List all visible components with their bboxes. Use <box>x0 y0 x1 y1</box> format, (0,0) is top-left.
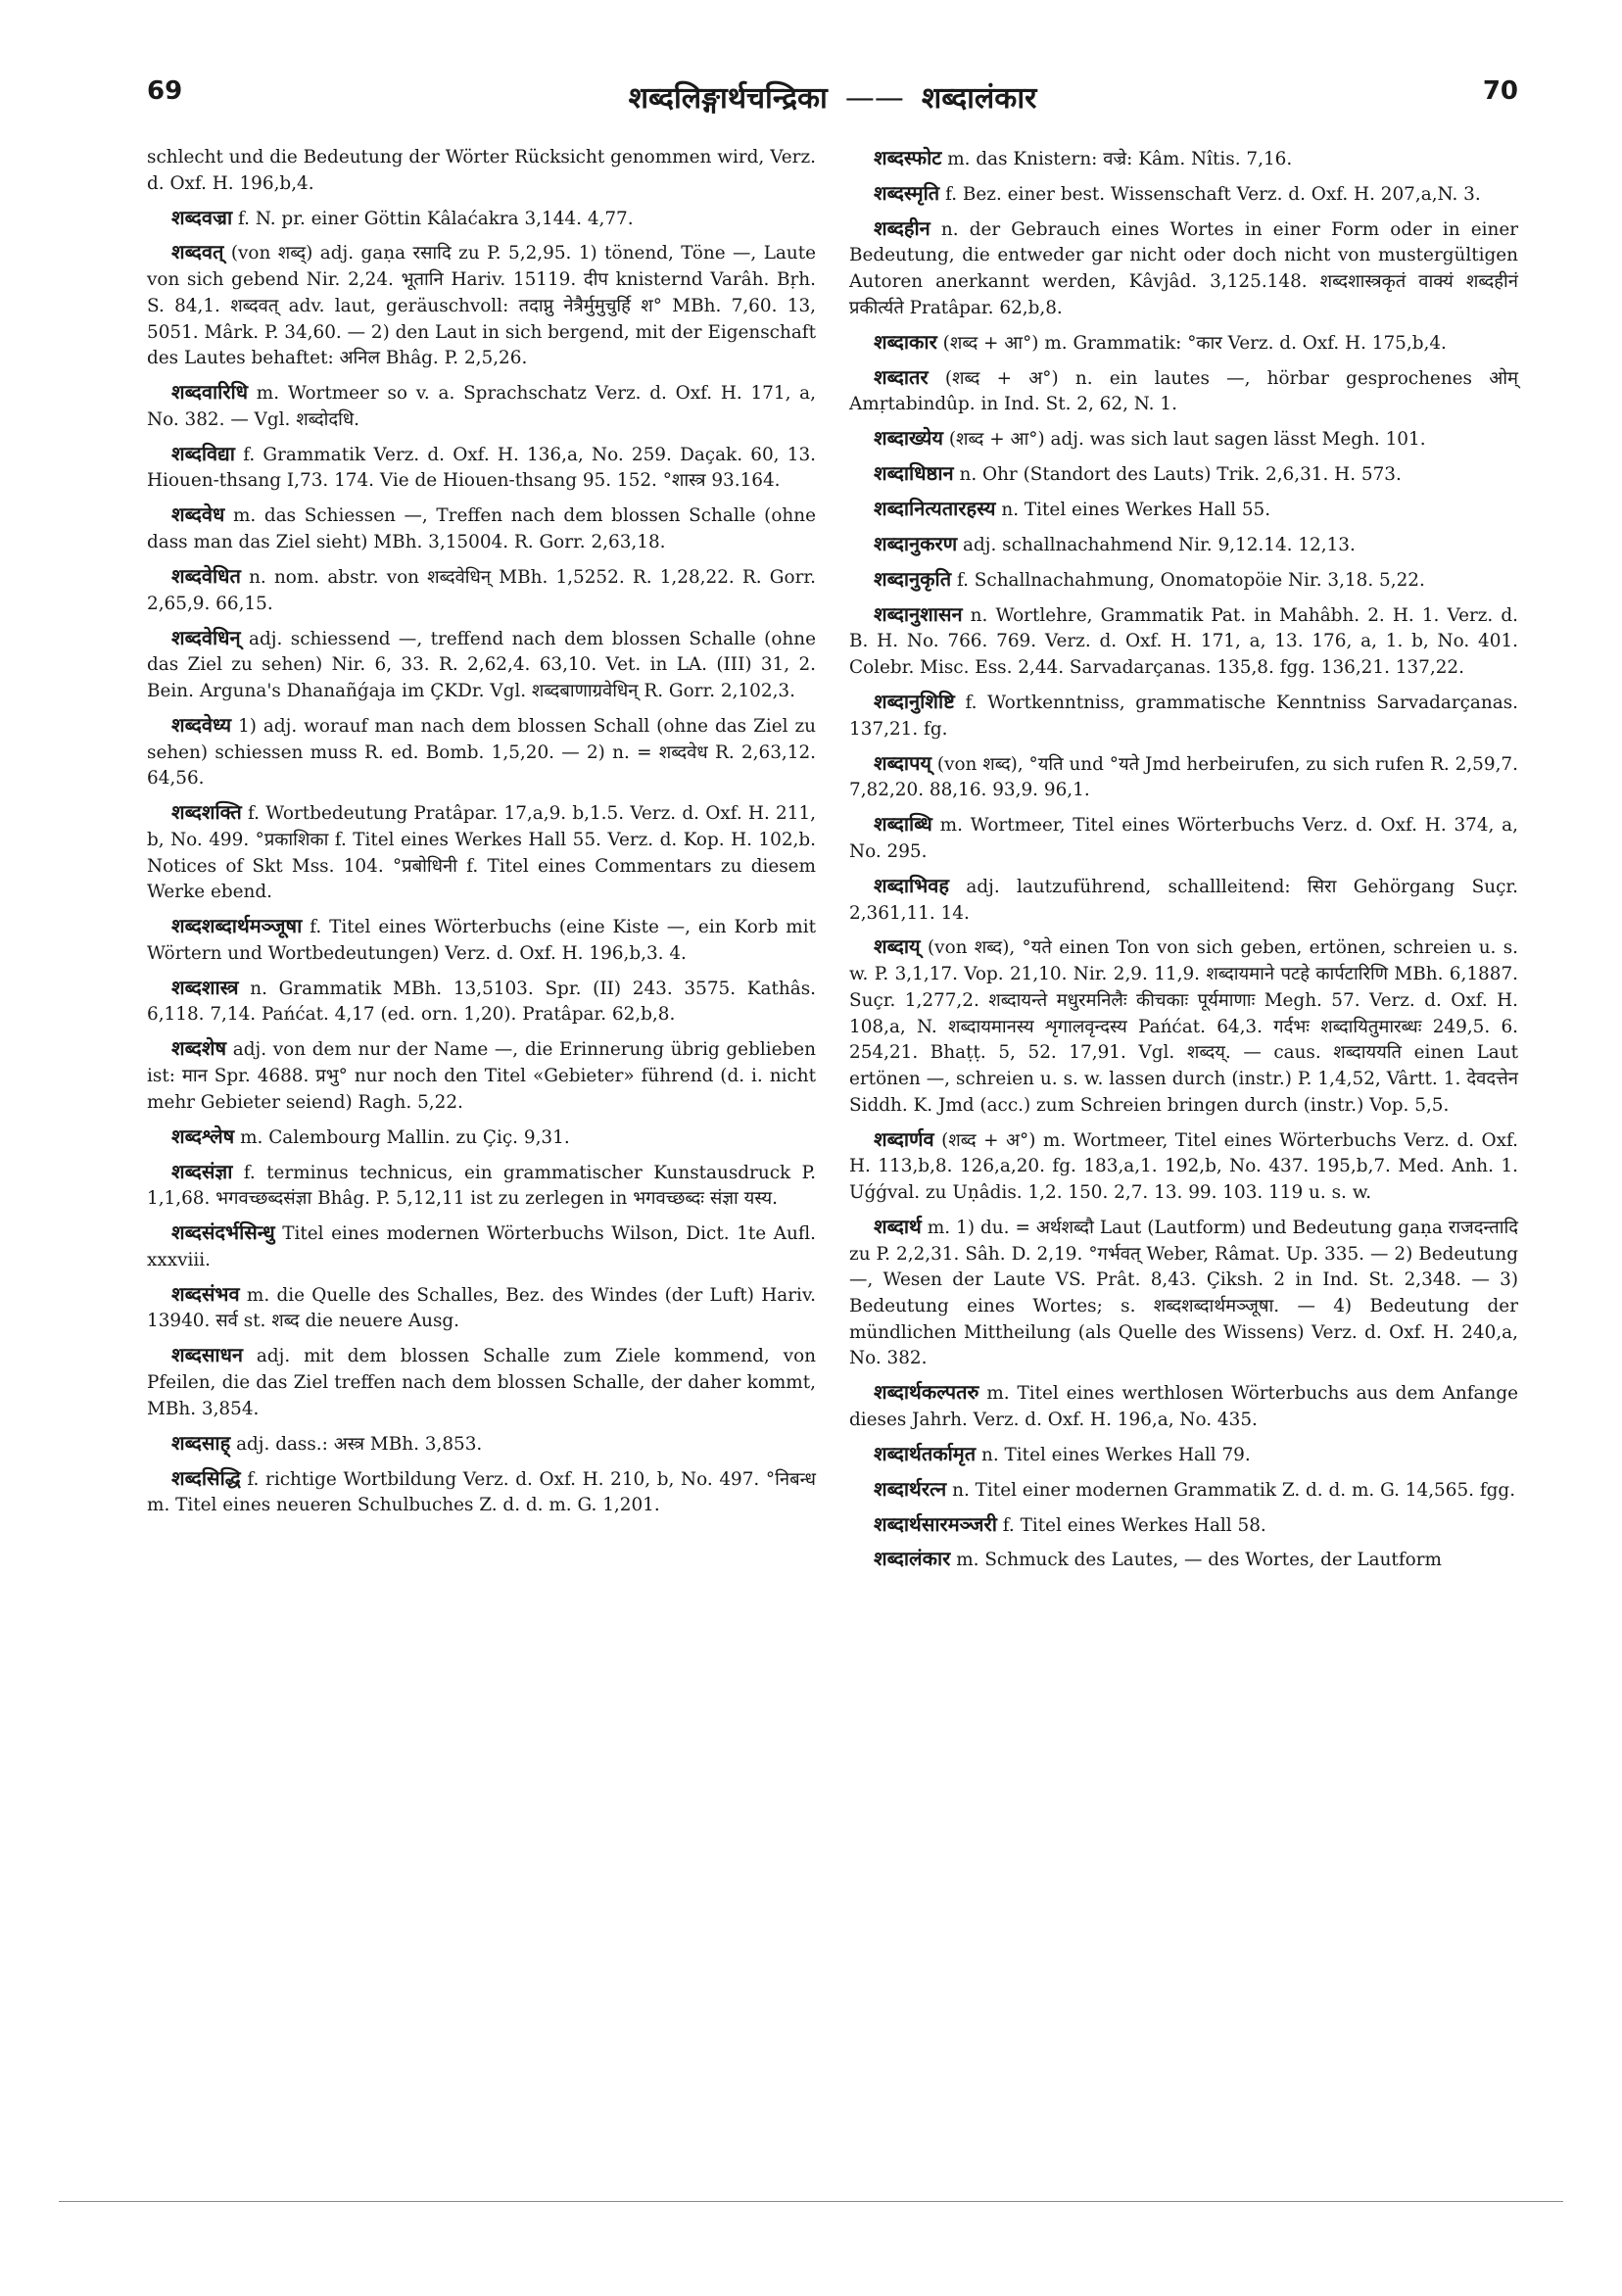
headword: शब्दार्थ <box>874 1214 922 1238</box>
entry-text: adj. dass.: अस्त्र MBh. 3,853. <box>236 1433 483 1455</box>
dictionary-entry <box>147 975 816 1028</box>
headword: शब्दाधिष्ठान <box>874 461 954 486</box>
entry-text: m. die Quelle des Schalles, Bez. des Windes (der Luft) Hariv. 13940. सर्व st. शब्द die neuere Ausg. <box>147 1284 816 1332</box>
dictionary-entry <box>849 145 1518 173</box>
entry-text: adj. mit dem blossen Schalle zum Ziele kommend, von Pfeilen, die das Ziel treffen nach dem blossen Schalle, der daher kommt, MBh. 3,854. <box>147 1346 816 1419</box>
dictionary-entry <box>147 205 816 233</box>
headword: शब्दशब्दार्थमञ्जूषा <box>171 914 303 938</box>
dictionary-entry <box>147 1035 816 1116</box>
headword: शब्दशेष <box>171 1036 227 1061</box>
entry-text: (von शब्द), °यते einen Ton von sich geben, ertönen, schreien u. s. w. P. 3,1,17. Vop. 21,10. Nir. 2,9. 11,9. शब्दायमाने पटहे कार्पटारिणि MBh. 6,1887. Suçr. 1,277,2. शब्दायन्ते मधुरमनिलैः कीचकाः पूर्यमाणाः Megh. 57. Verz. d. Oxf. H. 108,a, N. शब्दायमानस्य शृगालवृन्दस्य Pańćat. 64,3. गर्दभः शब्दायितुमारब्धः 249,5. 6. 254,21. Bhaṭṭ. 5, 52. 17,91. Vgl. शब्दय्. — caus. शब्दाययति einen Laut ertönen —, schreien u. s. w. lassen durch (instr.) P. 1,4,52, Vârtt. 1. देवदत्तेन Siddh. K. Jmd (acc.) zum Schreien bringen durch (instr.) Vop. 5,5. <box>849 937 1518 1116</box>
entry-text: f. richtige Wortbildung Verz. d. Oxf. H. 210, b, No. 497. °निबन्ध m. Titel eines neueren Schulbuches Z. d. d. m. G. 1,201. <box>147 1468 816 1516</box>
dictionary-entry <box>849 566 1518 595</box>
headword: शब्दाख्येय <box>874 426 943 451</box>
dictionary-entry <box>849 460 1518 489</box>
headword: शब्दसाधन <box>171 1343 243 1367</box>
headword: शब्दसंज्ञा <box>171 1159 233 1183</box>
entry-text: n. nom. abstr. von शब्दवेधिन् MBh. 1,5252. R. 1,28,22. R. Gorr. 2,65,9. 66,15. <box>147 566 816 614</box>
entry-text: adj. von dem nur der Name —, die Erinnerung übrig geblieben ist: मान Spr. 4688. प्रभु° nur noch den Titel «Gebieter» führend (d. i. nicht mehr Gebieter seiend) Ragh. 5,22. <box>147 1039 816 1113</box>
headword: शब्दवेध <box>171 502 225 527</box>
entry-text: f. Wortbedeutung Pratâpar. 17,a,9. b,1.5. Verz. d. Oxf. H. 211, b, No. 499. °प्रकाशिका f. Titel eines Werkes Hall 55. Verz. d. Kop. H. 102,b. Notices of Skt Mss. 104. °प्रबोधिनी f. Titel eines Commentars zu diesem Werke ebend. <box>147 803 816 903</box>
headword: शब्दसाह् <box>171 1430 231 1455</box>
entry-text: n. Wortlehre, Grammatik Pat. in Mahâbh. 2. H. 1. Verz. d. B. H. No. 766. 769. Verz. d. Oxf. H. 171, a, 13. 176, a, 1. b, No. 401. Colebr. Misc. Ess. 2,44. Sarvadarçanas. 135,8. fgg. 136,21. 137,22. <box>849 604 1518 679</box>
entry-text: adj. schallnachahmend Nir. 9,12.14. 12,13. <box>963 534 1356 555</box>
entry-text: adj. lautzuführend, schallleitend: सिरा Gehörgang Suçr. 2,361,11. 14. <box>849 876 1518 924</box>
headword: शब्दस्मृति <box>874 180 940 205</box>
headword: शब्दार्थकल्पतरु <box>874 1380 979 1405</box>
entry-text: (शब्द + अ°) m. Wortmeer, Titel eines Wörterbuchs Verz. d. Oxf. H. 113,b,8. 126,a,20. fg. 183,a,1. 192,b, No. 437. 195,b,7. Med. Anh. 1. Uǵǵval. zu Uṇâdis. 1,2. 150. 2,7. 13. 99. 103. 119 u. s. w. <box>849 1129 1518 1203</box>
headword: शब्दाय् <box>874 934 921 959</box>
headword: शब्दानित्यतारहस्य <box>874 497 996 521</box>
dictionary-entry <box>849 1441 1518 1469</box>
dictionary-entry <box>849 364 1518 418</box>
headword: शब्दशक्ति <box>171 800 242 825</box>
entry-text: n. Ohr (Standort des Lauts) Trik. 2,6,31. H. 573. <box>959 464 1402 486</box>
entry-text: n. Titel eines Werkes Hall 79. <box>981 1444 1251 1465</box>
headword: शब्दानुकरण <box>874 531 958 555</box>
dictionary-entry <box>849 1511 1518 1540</box>
running-title <box>147 76 1518 117</box>
headword: शब्दानुशासन <box>874 601 963 626</box>
entry-text: f. Titel eines Werkes Hall 58. <box>1002 1514 1266 1536</box>
dictionary-entry <box>147 799 816 906</box>
dictionary-entry <box>147 625 816 705</box>
dictionary-entry <box>147 1159 816 1213</box>
entry-text: n. Grammatik MBh. 13,5103. Spr. (II) 243. 3575. Kathâs. 6,118. 7,14. Pańćat. 4,17 (ed. orn. 1,20). Pratâpar. 62,b,8. <box>147 978 816 1026</box>
entry-text: f. Schallnachahmung, Onomatopöie Nir. 3,18. 5,22. <box>956 569 1425 591</box>
right-column <box>849 145 1518 1581</box>
headword: शब्दालंकार <box>874 1547 951 1571</box>
page-number-left: 69 <box>147 76 183 106</box>
headword: शब्दातर <box>874 364 929 389</box>
dictionary-entry <box>147 1342 816 1422</box>
headword: शब्दाभिवह <box>874 873 950 897</box>
dictionary-entry <box>849 1546 1518 1574</box>
dictionary-entry <box>147 913 816 967</box>
left-column <box>147 145 816 1526</box>
footer-rule <box>59 2201 1563 2202</box>
dictionary-entry <box>147 1430 816 1459</box>
headword: शब्दार्थरत्न <box>874 1476 947 1501</box>
entry-text: m. Wortmeer so v. a. Sprachschatz Verz. d. Oxf. H. 171, a, No. 382. — Vgl. शब्दोदधि. <box>147 383 816 430</box>
entry-text: Titel eines modernen Wörterbuchs Wilson, Dict. 1te Aufl. xxxviii. <box>147 1223 816 1270</box>
headword: शब्दानुकृति <box>874 566 952 591</box>
entry-text: f. Titel eines Wörterbuchs (eine Kiste —, ein Korb mit Wörtern und Wortbedeutungen) Verz. d. Oxf. H. 196,b,3. 4. <box>147 917 816 964</box>
entry-text: adj. schiessend —, treffend nach dem blossen Schalle (ohne das Ziel zu sehen) Nir. 6, 33. R. 2,62,4. 63,10. Vet. in LA. (III) 31, 2. Bein. Arguna's Dhanañǵaja im ÇKDr. Vgl. शब्दबाणाग्रवेधिन् R. Gorr. 2,102,3. <box>147 628 816 701</box>
entry-text: m. Wortmeer, Titel eines Wörterbuchs Verz. d. Oxf. H. 374, a, No. 295. <box>849 815 1518 862</box>
dictionary-entry <box>849 689 1518 742</box>
dictionary-entry <box>849 180 1518 209</box>
dictionary-entry <box>147 1220 816 1273</box>
headword: शब्दहीन <box>874 215 930 240</box>
dictionary-entry <box>849 1126 1518 1207</box>
headword: शब्दशास्त्र <box>171 975 239 999</box>
dictionary-entry <box>849 1379 1518 1433</box>
headword: शब्दवज्रा <box>171 205 233 229</box>
headword: शब्दानुशिष्टि <box>874 690 955 714</box>
headword: शब्दवेध्य <box>171 712 232 737</box>
dictionary-entry <box>849 329 1518 358</box>
entry-text: m. das Schiessen —, Treffen nach dem blossen Schalle (ohne dass man das Ziel sieht) MBh. 3,15004. R. Gorr. 2,63,18. <box>147 505 816 553</box>
headword: शब्दश्लेष <box>171 1124 235 1148</box>
entry-text: f. Bez. einer best. Wissenschaft Verz. d. Oxf. H. 207,a,N. 3. <box>945 183 1481 205</box>
entry-text: m. das Knistern: वज्रे: Kâm. Nîtis. 7,16. <box>947 149 1293 169</box>
dictionary-entry <box>849 531 1518 559</box>
headword: शब्दार्थसारमञ्जरी <box>874 1511 997 1536</box>
title-dash: —— <box>844 81 904 116</box>
dictionary-entry <box>849 811 1518 865</box>
entry-text: f. Grammatik Verz. d. Oxf. H. 136,a, No. 259. Daçak. 60, 13. Hiouen-thsang I,73. 174. Vie de Hiouen-thsang 95. 152. °शास्त्र 93.164. <box>147 444 816 492</box>
page-header <box>147 76 1518 116</box>
dictionary-entry <box>147 145 816 197</box>
dictionary-entry <box>849 601 1518 682</box>
dictionary-entry <box>849 1476 1518 1505</box>
entry-text: m. Calembourg Mallin. zu Çiç. 9,31. <box>240 1126 570 1148</box>
dictionary-entry <box>147 239 816 372</box>
headword: शब्दार्णव <box>874 1126 934 1151</box>
dictionary-entry <box>849 496 1518 524</box>
running-title-last-word: शब्दालंकार <box>921 81 1037 116</box>
dictionary-entry <box>147 441 816 495</box>
entry-text: (von शब्द), °यति und °यते Jmd herbeirufen, zu sich rufen R. 2,59,7. 7,82,20. 88,16. 93,9. 96,1. <box>849 753 1518 801</box>
entry-text: (शब्द + अ°) n. ein lautes —, hörbar gesprochenes ओम् Amṛtabindûp. in Ind. St. 2, 62, N. 1. <box>849 367 1519 415</box>
headword: शब्दापय् <box>874 750 932 775</box>
entry-text: m. Titel eines werthlosen Wörterbuchs aus dem Anfange dieses Jahrh. Verz. d. Oxf. H. 196,a, No. 435. <box>849 1383 1518 1430</box>
headword: शब्दसंभव <box>171 1281 240 1306</box>
entry-text: (शब्द + आ°) m. Grammatik: °कार Verz. d. Oxf. H. 175,b,4. <box>942 332 1447 354</box>
entry-text: m. Schmuck des Lautes, — des Wortes, der Lautform <box>956 1550 1442 1571</box>
headword: शब्दवेधित <box>171 563 241 588</box>
headword: शब्दसंदर्भसिन्धु <box>171 1220 275 1245</box>
entry-text: (von शब्द्) adj. gaṇa रसादि zu P. 5,2,95. 1) tönend, Töne —, Laute von sich gebend Nir. 2,24. भूतानि Hariv. 15119. दीप knisternd Varâh. Bṛh. S. 84,1. शब्दवत् adv. laut, geräuschvoll: तदाप्नु नेत्रैर्मुमुचुर्हि श° MBh. 7,60. 13, 5051. Mârk. P. 34,60. — 2) den Laut in sich bergend, mit der Eigenschaft des Lautes behaftet: अनिल Bhâg. P. 2,5,26. <box>147 243 816 369</box>
page-number-right: 70 <box>1482 76 1518 106</box>
entry-text: f. terminus technicus, ein grammatischer Kunstausdruck P. 1,1,68. भगवच्छब्दसंज्ञा Bhâg. P. 5,12,11 ist zu zerlegen in भगवच्छब्दः संज्ञा यस्य. <box>147 1162 816 1210</box>
dictionary-entry <box>147 712 816 792</box>
entry-text: schlecht und die Bedeutung der Wörter Rücksicht genommen wird, Verz. d. Oxf. H. 196,b,4. <box>147 147 816 194</box>
dictionary-entry <box>147 379 816 433</box>
dictionary-entry <box>147 1281 816 1335</box>
headword: शब्दवत् <box>171 240 224 264</box>
entry-text: m. 1) du. = अर्थशब्दौ Laut (Lautform) und Bedeutung gaṇa राजदन्तादि zu P. 2,2,31. Sâh. D. 2,19. °गर्भवत् Weber, Râmat. Up. 335. — 2) Bedeutung —, Wesen der Laute VS. Prât. 8,43. Çiksh. 2 in Ind. St. 2,348. — 3) Bedeutung eines Wortes; s. शब्दशब्दार्थमञ्जूषा. — 4) Bedeutung der mündlichen Mittheilung (als Quelle des Wissens) Verz. d. Oxf. H. 240,a, No. 382. <box>849 1217 1518 1369</box>
entry-text: f. Wortkenntniss, grammatische Kenntniss Sarvadarçanas. 137,21. fg. <box>849 693 1518 740</box>
dictionary-entry <box>147 1465 816 1519</box>
headword: शब्दार्थतर्कामृत <box>874 1441 977 1465</box>
entry-text: f. N. pr. einer Göttin Kâlaćakra 3,144. 4,77. <box>237 208 634 229</box>
dictionary-entry <box>147 1124 816 1152</box>
dictionary-entry <box>849 933 1518 1119</box>
running-title-first-word: शब्दलिङ्गार्थचन्द्रिका <box>628 81 828 116</box>
headword: शब्दवेधिन् <box>171 625 241 649</box>
dictionary-entry <box>849 1214 1518 1372</box>
dictionary-entry <box>849 215 1518 322</box>
entry-text: n. Titel eines Werkes Hall 55. <box>1001 500 1271 521</box>
headword: शब्दस्फोट <box>874 146 942 169</box>
headword: शब्दाब्धि <box>874 812 932 837</box>
headword: शब्दसिद्धि <box>171 1465 241 1490</box>
entry-text: n. Titel einer modernen Grammatik Z. d. d. m. G. 14,565. fgg. <box>952 1479 1516 1501</box>
entry-text: n. der Gebrauch eines Wortes in einer Form oder in einer Bedeutung, die entweder gar nicht oder doch nicht von mustergültigen Autoren anerkannt werden, Kâvjâd. 3,125.148. शब्दशास्त्रकृतं वाक्यं शब्दहीनं प्रकीर्त्यते Pratâpar. 62,b,8. <box>849 218 1518 318</box>
entry-text: 1) adj. worauf man nach dem blossen Schall (ohne das Ziel zu sehen) schiessen muss R. ed. Bomb. 1,5,20. — 2) n. = शब्दवेध R. 2,63,12. 64,56. <box>147 715 816 789</box>
dictionary-entry <box>849 425 1518 454</box>
headword: शब्दाकार <box>874 329 937 354</box>
dictionary-entry <box>849 873 1518 927</box>
headword: शब्दवारिधि <box>171 380 249 405</box>
headword: शब्दविद्या <box>171 441 235 465</box>
dictionary-entry <box>849 750 1518 804</box>
dictionary-entry <box>147 563 816 617</box>
dictionary-entry <box>147 502 816 555</box>
entry-text: (शब्द + आ°) adj. was sich laut sagen lässt Megh. 101. <box>948 429 1426 451</box>
